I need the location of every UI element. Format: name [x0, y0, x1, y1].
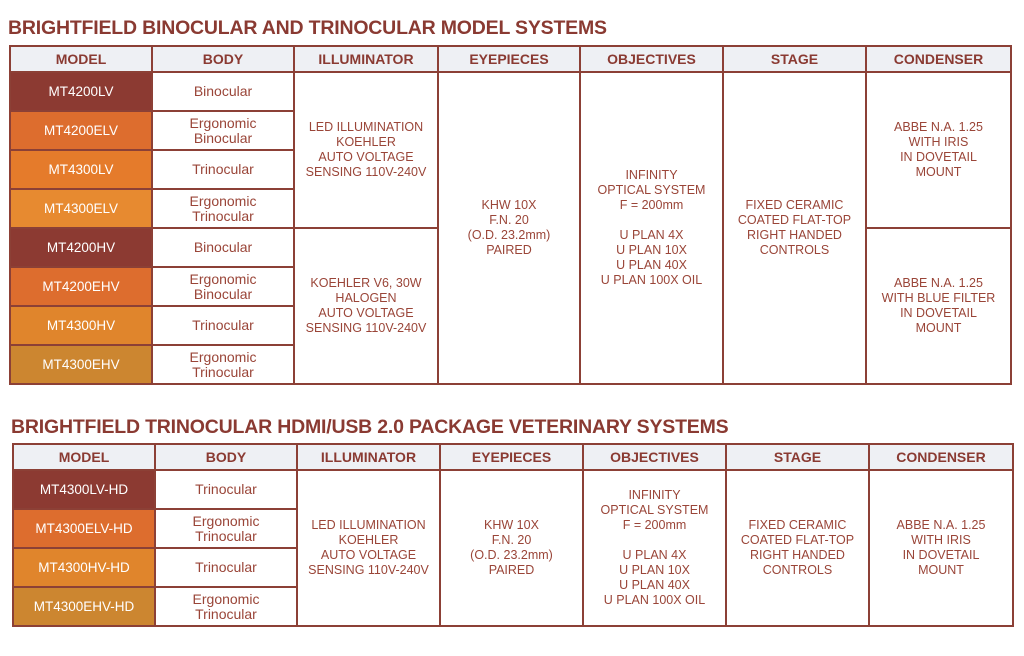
model-cell: MT4200LV [10, 72, 152, 111]
objectives-cell: INFINITY OPTICAL SYSTEM F = 200mm U PLAN 4X U PLAN 10X U PLAN 40X U PLAN 100X OIL [583, 470, 726, 626]
header-body: BODY [155, 444, 297, 470]
illuminator-cell-led: LED ILLUMINATION KOEHLER AUTO VOLTAGE SENSING 110V-240V [294, 72, 438, 228]
body-cell: Ergonomic Trinocular [155, 587, 297, 626]
model-cell: MT4300EHV [10, 345, 152, 384]
model-cell: MT4200EHV [10, 267, 152, 306]
model-cell: MT4200HV [10, 228, 152, 267]
body-cell: Trinocular [155, 548, 297, 587]
header-condenser: CONDENSER [869, 444, 1013, 470]
condenser-cell-blue-filter: ABBE N.A. 1.25 WITH BLUE FILTER IN DOVETAIL MOUNT [866, 228, 1011, 384]
body-cell: Ergonomic Trinocular [152, 189, 294, 228]
objectives-cell: INFINITY OPTICAL SYSTEM F = 200mm U PLAN 4X U PLAN 10X U PLAN 40X U PLAN 100X OIL [580, 72, 723, 384]
condenser-cell-iris: ABBE N.A. 1.25 WITH IRIS IN DOVETAIL MOUNT [866, 72, 1011, 228]
body-cell: Ergonomic Binocular [152, 267, 294, 306]
body-cell: Ergonomic Trinocular [152, 345, 294, 384]
header-condenser: CONDENSER [866, 46, 1011, 72]
stage-cell: FIXED CERAMIC COATED FLAT-TOP RIGHT HANDED CONTROLS [726, 470, 869, 626]
header-objectives: OBJECTIVES [580, 46, 723, 72]
header-illuminator: ILLUMINATOR [294, 46, 438, 72]
header-body: BODY [152, 46, 294, 72]
header-eyepieces: EYEPIECES [440, 444, 583, 470]
model-cell: MT4200ELV [10, 111, 152, 150]
stage-cell: FIXED CERAMIC COATED FLAT-TOP RIGHT HANDED CONTROLS [723, 72, 866, 384]
table-header-row [10, 46, 1011, 72]
body-cell: Ergonomic Trinocular [155, 509, 297, 548]
model-cell: MT4300HV-HD [13, 548, 155, 587]
model-cell: MT4300LV [10, 150, 152, 189]
eyepieces-cell: KHW 10X F.N. 20 (O.D. 23.2mm) PAIRED [438, 72, 580, 384]
spec-table-hdmi-usb-veterinary [12, 443, 1014, 627]
eyepieces-cell: KHW 10X F.N. 20 (O.D. 23.2mm) PAIRED [440, 470, 583, 626]
table-header-row [13, 444, 1013, 470]
body-cell: Trinocular [152, 306, 294, 345]
section-title-binocular-trinocular: BRIGHTFIELD BINOCULAR AND TRINOCULAR MODEL SYSTEMS [8, 17, 607, 39]
header-stage: STAGE [723, 46, 866, 72]
header-eyepieces: EYEPIECES [438, 46, 580, 72]
body-cell: Ergonomic Binocular [152, 111, 294, 150]
table-row [13, 470, 1013, 509]
model-cell: MT4300HV [10, 306, 152, 345]
model-cell: MT4300ELV [10, 189, 152, 228]
condenser-cell-iris: ABBE N.A. 1.25 WITH IRIS IN DOVETAIL MOUNT [869, 470, 1013, 626]
illuminator-cell-halogen: KOEHLER V6, 30W HALOGEN AUTO VOLTAGE SENSING 110V-240V [294, 228, 438, 384]
header-objectives: OBJECTIVES [583, 444, 726, 470]
header-stage: STAGE [726, 444, 869, 470]
header-model: MODEL [13, 444, 155, 470]
header-illuminator: ILLUMINATOR [297, 444, 440, 470]
body-cell: Trinocular [155, 470, 297, 509]
spec-table-binocular-trinocular [9, 45, 1012, 385]
body-cell: Binocular [152, 72, 294, 111]
body-cell: Binocular [152, 228, 294, 267]
model-cell: MT4300ELV-HD [13, 509, 155, 548]
model-cell: MT4300LV-HD [13, 470, 155, 509]
header-model: MODEL [10, 46, 152, 72]
model-cell: MT4300EHV-HD [13, 587, 155, 626]
table-row [10, 72, 1011, 111]
body-cell: Trinocular [152, 150, 294, 189]
illuminator-cell-led: LED ILLUMINATION KOEHLER AUTO VOLTAGE SENSING 110V-240V [297, 470, 440, 626]
section-title-hdmi-usb-veterinary: BRIGHTFIELD TRINOCULAR HDMI/USB 2.0 PACKAGE VETERINARY SYSTEMS [11, 416, 729, 438]
